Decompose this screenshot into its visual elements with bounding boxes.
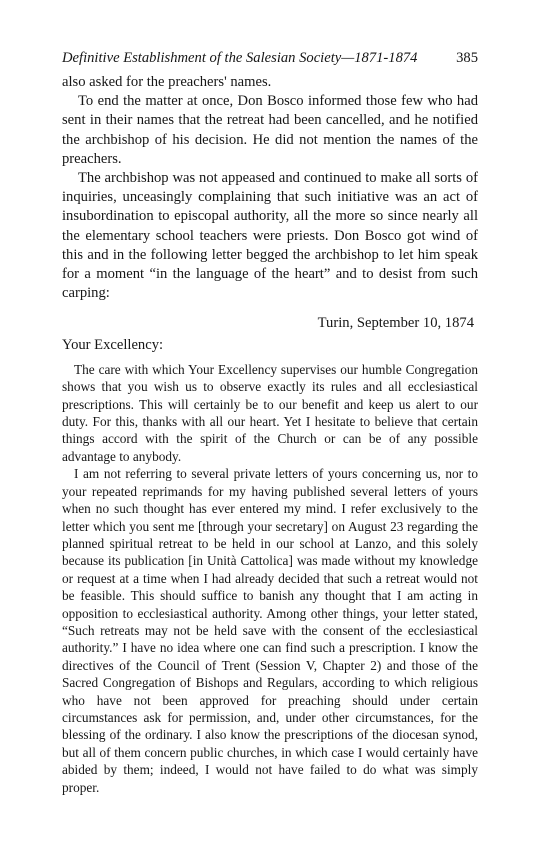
letter-body <box>62 361 478 796</box>
page-number: 385 <box>456 50 478 66</box>
letter-paragraph: The care with which Your Excellency supervises our humble Congregation shows that you wish us to observe exactly its rules and all ecclesiastical prescriptions. This will certainly be to our benefit and keep us alert to our duty. For this, thanks with all our heart. Yet I hesitate to believe that certain things accord with the spirit of the Church or can be of any possible advantage to anybody. <box>62 361 478 464</box>
letter-dateline: Turin, September 10, 1874 <box>317 315 474 332</box>
running-head <box>62 50 478 67</box>
letter-paragraph: I am not referring to several private letters of yours concerning us, nor to your repeated reprimands for my having published several letters of yours when no such thought has ever entered my mind. I refer exclusively to the letter which you sent me [through your secretary] on August 23 regarding the planned spiritual retreat to be held in our school at Lanzo, and this solely because its publication [in Unità Cattolica] was made without my knowledge or request at a time when I had already decided that such a retreat would not be feasible. This should suffice to banish any thought that I am acting in opposition to ecclesiastical authority. Among other things, your letter stated, “Such retreats may not be held save with the consent of the ecclesiastical authority.” I have no idea where one can find such a prescription. I know the directives of the Council of Trent (Session V, Chapter 2) and those of the Sacred Congregation of Bishops and Regulars, according to which religious who have not been approved for preaching should under certain circumstances ask for permission, and, under other circumstances, for the blessing of the ordinary. I also know the prescriptions of the diocesan synod, but all of them concern public churches, in which case I would certainly have abided by them; indeed, I would not have failed to do what was simply proper. <box>62 466 478 795</box>
chapter-title: Definitive Establishment of the Salesian Society—1871-1874 <box>62 50 418 66</box>
paragraph: To end the matter at once, Don Bosco informed those few who had sent in their names that the retreat had been cancelled, and he notified the archbishop of his decision. He did not mention the names of the preachers. <box>62 93 478 167</box>
body-text <box>62 73 478 303</box>
letter-salutation: Your Excellency: <box>62 336 164 353</box>
paragraph: The archbishop was not appeased and continued to make all sorts of inquiries, unceasingly complaining that such initiative was an act of insubordination to episcopal authority, all the more so since nearly all the elementary school teachers were priests. Don Bosco got wind of this and in the following letter begged the archbishop to let him speak for a moment “in the language of the heart” and to desist from such carping: <box>62 170 478 302</box>
paragraph-continuation: also asked for the preachers' names. <box>62 74 272 90</box>
book-page <box>62 50 478 796</box>
